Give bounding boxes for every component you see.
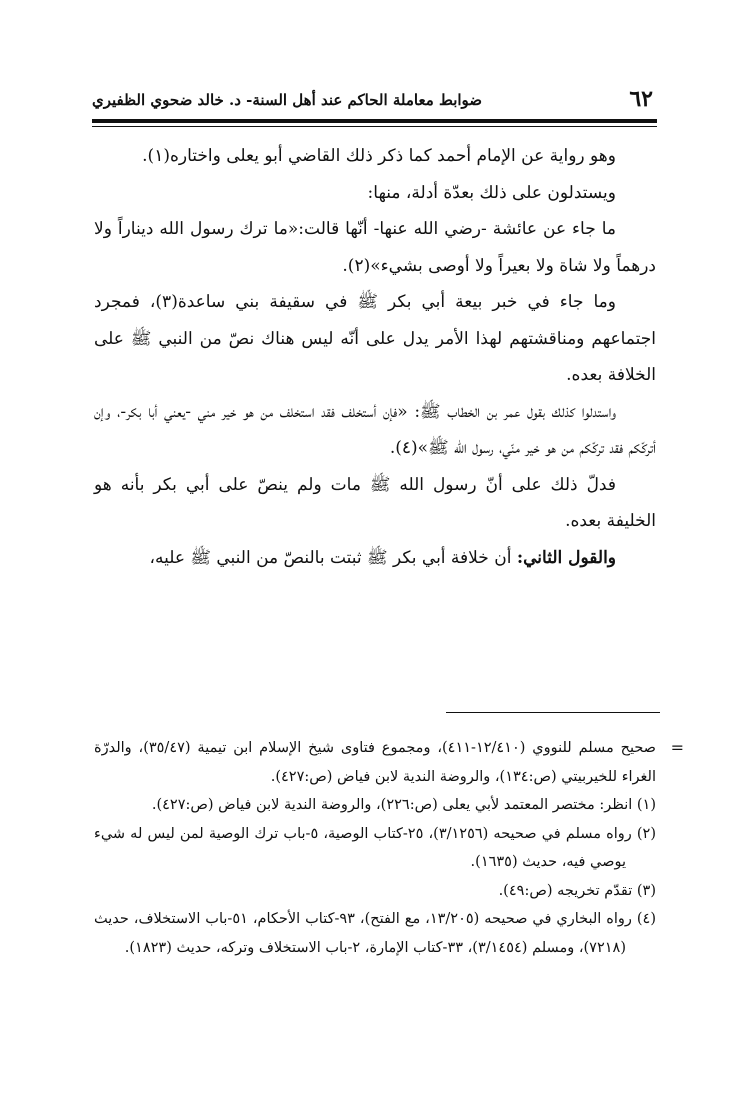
running-title: ضوابط معاملة الحاكم عند أهل السنة- د. خالد ضحوي الظفيري [92, 91, 483, 109]
footnotes [94, 734, 684, 962]
footnote: (١) انظر: مختصر المعتمد لأبي يعلى (ص:٢٢٦)، والروضة الندية لابن فياض (ص:٤٢٧). [151, 797, 656, 813]
paragraph: ويستدلون على ذلك بعدّة أدلة، منها: [367, 182, 616, 203]
paragraph: وهو رواية عن الإمام أحمد كما ذكر ذلك القاضي أبو يعلى واختاره(١). [142, 146, 616, 166]
header-rule-thick [92, 119, 657, 123]
footnote-continuation-text: صحيح مسلم للنووي (١٢/٤١٠-٤١١)، ومجموع فتاوى شيخ الإسلام ابن تيمية (٣٥/٤٧)، والدرّة الغراء للخيربيتي (ص:١٣٤)، والروضة الندية لابن فياض (ص:٤٢٧). [94, 740, 656, 785]
page-header [92, 84, 657, 118]
footnote-divider [446, 712, 660, 713]
paragraph: فدلّ ذلك على أنّ رسول الله ﷺ مات ولم ينصّ على أبي بكر بأنه هو الخليفة بعده. [94, 474, 656, 531]
paragraph [94, 540, 656, 577]
footnote-continuation [94, 734, 684, 791]
page-number: ٦٢ [629, 86, 653, 112]
footnote: (٣) تقدّم تخريجه (ص:٤٩). [498, 882, 656, 899]
paragraph: واستدلوا كذلك بقول عمر بن الخطاب ﷺ: «فإن أستخلف فقد استخلف من هو خير مني -يعني أبا بكر-، وإن أتركّكم فقد تركّكم من هو خير منّي، رسول الله ﷺ»(٤). [94, 401, 656, 458]
paragraph-text: أن خلافة أبي بكر ﷺ ثبتت بالنصّ من النبي ﷺ عليه، [149, 547, 517, 568]
paragraph: ما جاء عن عائشة -رضي الله عنها- أنّها قالت:«ما ترك رسول الله ديناراً ولا درهماً ولا شاة ولا بعيراً ولا أوصى بشيء»(٢). [94, 219, 656, 276]
footnote: (٤) رواه البخاري في صحيحه (١٣/٢٠٥، مع الفتح)، ٩٣-كتاب الأحكام، ٥١-باب الاستخلاف، حديث (٧٢١٨)، ومسلم (٣/١٤٥٤)، ٣٣-كتاب الإمارة، ٢-باب الاستخلاف وتركه، حديث (١٨٢٣). [94, 911, 656, 956]
header-rule-thin [92, 126, 657, 127]
main-text [94, 138, 656, 576]
paragraph-lead: والقول الثاني: [516, 547, 616, 568]
continuation-mark: = [670, 738, 684, 757]
footnote: (٢) رواه مسلم في صحيحه (٣/١٢٥٦)، ٢٥-كتاب الوصية، ٥-باب ترك الوصية لمن ليس له شيء يوصي فيه، حديث (١٦٣٥). [94, 825, 656, 870]
paragraph: وما جاء في خبر بيعة أبي بكر ﷺ في سقيفة بني ساعدة(٣)، فمجرد اجتماعهم ومناقشتهم لهذا الأمر يدل على أنّه ليس هناك نصّ من النبي ﷺ على الخلافة بعده. [94, 292, 656, 385]
